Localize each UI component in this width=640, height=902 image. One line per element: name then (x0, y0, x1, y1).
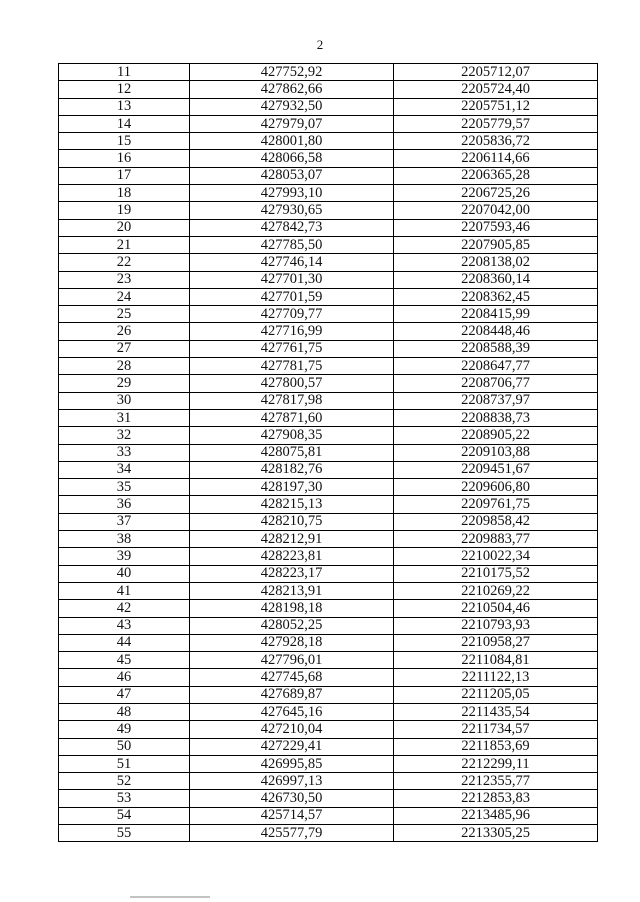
x-coordinate-cell: 428198,18 (190, 600, 394, 617)
x-coordinate-cell: 427842,73 (190, 219, 394, 236)
point-number-cell: 54 (59, 807, 190, 824)
table-row (59, 254, 598, 271)
x-coordinate-cell: 428223,81 (190, 548, 394, 565)
table-row (59, 444, 598, 461)
y-coordinate-cell: 2208448,46 (394, 323, 598, 340)
y-coordinate-cell: 2208905,22 (394, 427, 598, 444)
y-coordinate-cell: 2208588,39 (394, 340, 598, 357)
table-row (59, 600, 598, 617)
y-coordinate-cell: 2211084,81 (394, 652, 598, 669)
table-row (59, 219, 598, 236)
y-coordinate-cell: 2206365,28 (394, 167, 598, 184)
y-coordinate-cell: 2205751,12 (394, 98, 598, 115)
table-row (59, 81, 598, 98)
table-row (59, 392, 598, 409)
point-number-cell: 38 (59, 531, 190, 548)
table-row (59, 531, 598, 548)
y-coordinate-cell: 2205836,72 (394, 133, 598, 150)
table-row (59, 358, 598, 375)
y-coordinate-cell: 2210022,34 (394, 548, 598, 565)
table-row (59, 669, 598, 686)
y-coordinate-cell: 2212355,77 (394, 773, 598, 790)
x-coordinate-cell: 427800,57 (190, 375, 394, 392)
y-coordinate-cell: 2212299,11 (394, 755, 598, 772)
y-coordinate-cell: 2206725,26 (394, 185, 598, 202)
point-number-cell: 41 (59, 582, 190, 599)
x-coordinate-cell: 427761,75 (190, 340, 394, 357)
table-row (59, 825, 598, 842)
table-row (59, 133, 598, 150)
table-row (59, 686, 598, 703)
table-row (59, 323, 598, 340)
table-row (59, 98, 598, 115)
table-row (59, 427, 598, 444)
y-coordinate-cell: 2208737,97 (394, 392, 598, 409)
x-coordinate-cell: 425577,79 (190, 825, 394, 842)
point-number-cell: 28 (59, 358, 190, 375)
x-coordinate-cell: 427928,18 (190, 634, 394, 651)
page-number: 2 (316, 37, 324, 52)
x-coordinate-cell: 427752,92 (190, 64, 394, 81)
point-number-cell: 25 (59, 306, 190, 323)
point-number-cell: 26 (59, 323, 190, 340)
point-number-cell: 51 (59, 755, 190, 772)
y-coordinate-cell: 2208362,45 (394, 288, 598, 305)
point-number-cell: 35 (59, 479, 190, 496)
x-coordinate-cell: 428182,76 (190, 461, 394, 478)
y-coordinate-cell: 2207593,46 (394, 219, 598, 236)
x-coordinate-cell: 428212,91 (190, 531, 394, 548)
x-coordinate-cell: 428066,58 (190, 150, 394, 167)
y-coordinate-cell: 2209606,80 (394, 479, 598, 496)
x-coordinate-cell: 427746,14 (190, 254, 394, 271)
table-row (59, 703, 598, 720)
y-coordinate-cell: 2210958,27 (394, 634, 598, 651)
table-row (59, 790, 598, 807)
x-coordinate-cell: 426997,13 (190, 773, 394, 790)
x-coordinate-cell: 428210,75 (190, 513, 394, 530)
x-coordinate-cell: 427701,30 (190, 271, 394, 288)
point-number-cell: 50 (59, 738, 190, 755)
y-coordinate-cell: 2206114,66 (394, 150, 598, 167)
table-row (59, 409, 598, 426)
table-row (59, 513, 598, 530)
y-coordinate-cell: 2210175,52 (394, 565, 598, 582)
x-coordinate-cell: 428223,17 (190, 565, 394, 582)
point-number-cell: 23 (59, 271, 190, 288)
y-coordinate-cell: 2213485,96 (394, 807, 598, 824)
x-coordinate-cell: 426995,85 (190, 755, 394, 772)
y-coordinate-cell: 2208838,73 (394, 409, 598, 426)
point-number-cell: 40 (59, 565, 190, 582)
y-coordinate-cell: 2211734,57 (394, 721, 598, 738)
point-number-cell: 36 (59, 496, 190, 513)
point-number-cell: 12 (59, 81, 190, 98)
point-number-cell: 53 (59, 790, 190, 807)
y-coordinate-cell: 2207905,85 (394, 236, 598, 253)
x-coordinate-cell: 428075,81 (190, 444, 394, 461)
point-number-cell: 18 (59, 185, 190, 202)
y-coordinate-cell: 2211853,69 (394, 738, 598, 755)
table-row (59, 652, 598, 669)
y-coordinate-cell: 2205779,57 (394, 115, 598, 132)
point-number-cell: 13 (59, 98, 190, 115)
y-coordinate-cell: 2208415,99 (394, 306, 598, 323)
y-coordinate-cell: 2208138,02 (394, 254, 598, 271)
point-number-cell: 48 (59, 703, 190, 720)
x-coordinate-cell: 427979,07 (190, 115, 394, 132)
y-coordinate-cell: 2210793,93 (394, 617, 598, 634)
table-row (59, 185, 598, 202)
x-coordinate-cell: 428001,80 (190, 133, 394, 150)
y-coordinate-cell: 2208706,77 (394, 375, 598, 392)
y-coordinate-cell: 2207042,00 (394, 202, 598, 219)
x-coordinate-cell: 427210,04 (190, 721, 394, 738)
x-coordinate-cell: 427785,50 (190, 236, 394, 253)
table-row (59, 115, 598, 132)
table-row (59, 340, 598, 357)
y-coordinate-cell: 2212853,83 (394, 790, 598, 807)
table-row (59, 565, 598, 582)
y-coordinate-cell: 2208360,14 (394, 271, 598, 288)
x-coordinate-cell: 427796,01 (190, 652, 394, 669)
x-coordinate-cell: 427908,35 (190, 427, 394, 444)
table-row (59, 202, 598, 219)
point-number-cell: 16 (59, 150, 190, 167)
y-coordinate-cell: 2209858,42 (394, 513, 598, 530)
y-coordinate-cell: 2205724,40 (394, 81, 598, 98)
point-number-cell: 31 (59, 409, 190, 426)
point-number-cell: 14 (59, 115, 190, 132)
y-coordinate-cell: 2209103,88 (394, 444, 598, 461)
x-coordinate-cell: 427645,16 (190, 703, 394, 720)
x-coordinate-cell: 426730,50 (190, 790, 394, 807)
y-coordinate-cell: 2208647,77 (394, 358, 598, 375)
point-number-cell: 34 (59, 461, 190, 478)
x-coordinate-cell: 427993,10 (190, 185, 394, 202)
point-number-cell: 32 (59, 427, 190, 444)
x-coordinate-cell: 427701,59 (190, 288, 394, 305)
point-number-cell: 39 (59, 548, 190, 565)
y-coordinate-cell: 2213305,25 (394, 825, 598, 842)
x-coordinate-cell: 427709,77 (190, 306, 394, 323)
y-coordinate-cell: 2209451,67 (394, 461, 598, 478)
point-number-cell: 44 (59, 634, 190, 651)
y-coordinate-cell: 2211435,54 (394, 703, 598, 720)
y-coordinate-cell: 2211205,05 (394, 686, 598, 703)
table-row (59, 236, 598, 253)
point-number-cell: 21 (59, 236, 190, 253)
x-coordinate-cell: 427716,99 (190, 323, 394, 340)
table-row (59, 582, 598, 599)
x-coordinate-cell: 427745,68 (190, 669, 394, 686)
y-coordinate-cell: 2209883,77 (394, 531, 598, 548)
point-number-cell: 24 (59, 288, 190, 305)
point-number-cell: 29 (59, 375, 190, 392)
point-number-cell: 49 (59, 721, 190, 738)
table-row (59, 375, 598, 392)
point-number-cell: 20 (59, 219, 190, 236)
table-row (59, 64, 598, 81)
x-coordinate-cell: 428197,30 (190, 479, 394, 496)
point-number-cell: 46 (59, 669, 190, 686)
x-coordinate-cell: 427817,98 (190, 392, 394, 409)
table-row (59, 738, 598, 755)
y-coordinate-cell: 2205712,07 (394, 64, 598, 81)
point-number-cell: 43 (59, 617, 190, 634)
x-coordinate-cell: 427932,50 (190, 98, 394, 115)
table-row (59, 548, 598, 565)
point-number-cell: 11 (59, 64, 190, 81)
table-row (59, 461, 598, 478)
point-number-cell: 52 (59, 773, 190, 790)
y-coordinate-cell: 2210504,46 (394, 600, 598, 617)
x-coordinate-cell: 427930,65 (190, 202, 394, 219)
scan-artifact (130, 896, 210, 898)
table-row (59, 167, 598, 184)
table-row (59, 306, 598, 323)
table-row (59, 807, 598, 824)
y-coordinate-cell: 2211122,13 (394, 669, 598, 686)
table-row (59, 288, 598, 305)
table-row (59, 271, 598, 288)
table-row (59, 479, 598, 496)
point-number-cell: 15 (59, 133, 190, 150)
table-row (59, 773, 598, 790)
point-number-cell: 37 (59, 513, 190, 530)
x-coordinate-cell: 428053,07 (190, 167, 394, 184)
point-number-cell: 30 (59, 392, 190, 409)
point-number-cell: 19 (59, 202, 190, 219)
x-coordinate-cell: 428215,13 (190, 496, 394, 513)
table-row (59, 617, 598, 634)
x-coordinate-cell: 428213,91 (190, 582, 394, 599)
table-row (59, 755, 598, 772)
point-number-cell: 45 (59, 652, 190, 669)
x-coordinate-cell: 425714,57 (190, 807, 394, 824)
coordinates-table-body (59, 64, 598, 842)
point-number-cell: 42 (59, 600, 190, 617)
x-coordinate-cell: 428052,25 (190, 617, 394, 634)
y-coordinate-cell: 2210269,22 (394, 582, 598, 599)
x-coordinate-cell: 427781,75 (190, 358, 394, 375)
x-coordinate-cell: 427871,60 (190, 409, 394, 426)
x-coordinate-cell: 427229,41 (190, 738, 394, 755)
table-row (59, 721, 598, 738)
point-number-cell: 55 (59, 825, 190, 842)
point-number-cell: 47 (59, 686, 190, 703)
table-row (59, 150, 598, 167)
point-number-cell: 27 (59, 340, 190, 357)
point-number-cell: 17 (59, 167, 190, 184)
coordinates-table (58, 63, 598, 842)
point-number-cell: 33 (59, 444, 190, 461)
x-coordinate-cell: 427689,87 (190, 686, 394, 703)
point-number-cell: 22 (59, 254, 190, 271)
table-row (59, 634, 598, 651)
y-coordinate-cell: 2209761,75 (394, 496, 598, 513)
table-row (59, 496, 598, 513)
x-coordinate-cell: 427862,66 (190, 81, 394, 98)
